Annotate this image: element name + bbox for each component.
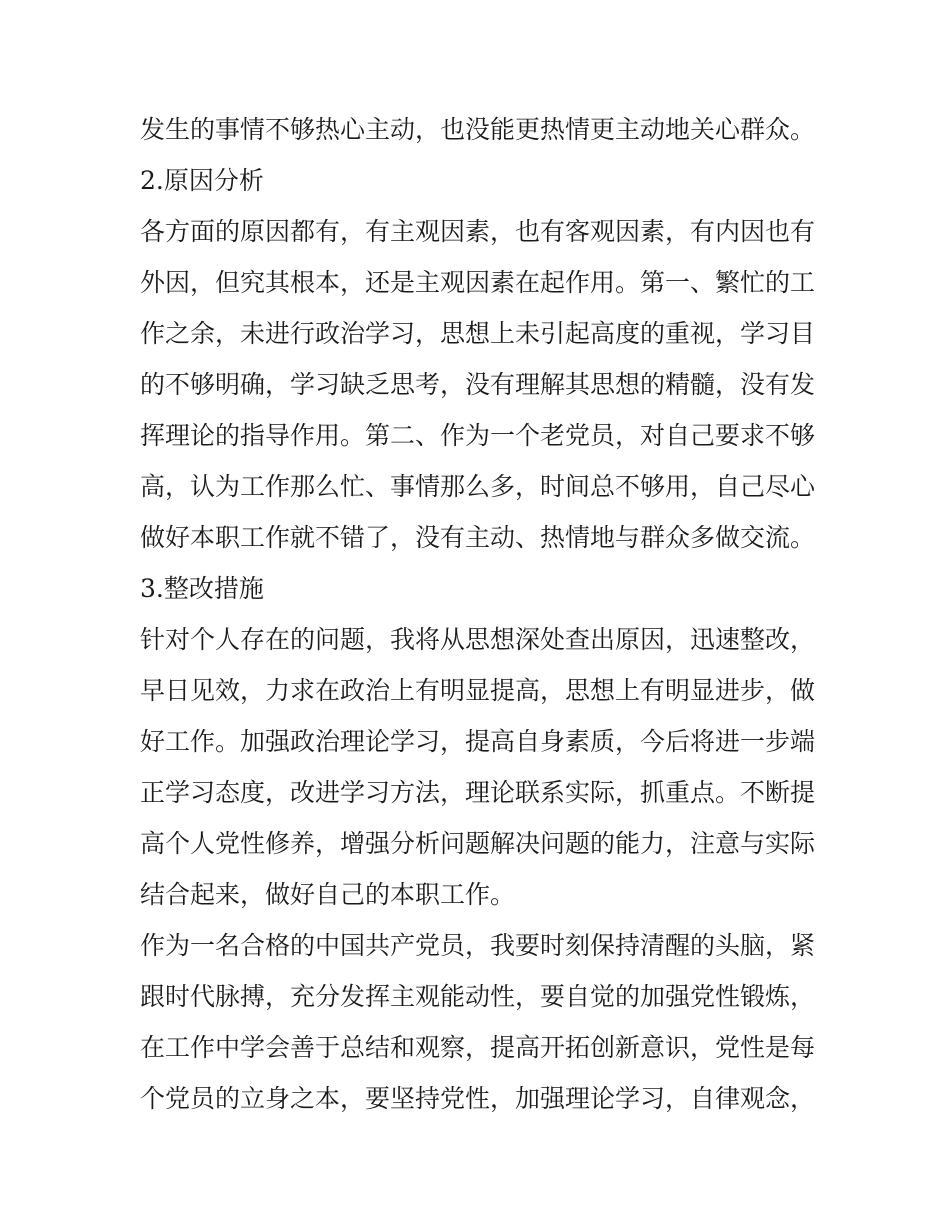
text-line: 高，认为工作那么忙、事情那么多，时间总不够用，自己尽心 (140, 472, 816, 501)
text-line: 正学习态度，改进学习方法，理论联系实际，抓重点。不断提 (140, 778, 816, 807)
section-heading-cause-analysis: 2.原因分析 (140, 166, 264, 195)
text-line: 作为一名合格的中国共产党员，我要时刻保持清醒的头脑，紧 (140, 931, 816, 960)
section-heading-rectification-measures: 3.整改措施 (140, 574, 264, 603)
text-line: 挥理论的指导作用。第二、作为一个老党员，对自己要求不够 (140, 421, 816, 450)
text-line: 结合起来，做好自己的本职工作。 (140, 880, 516, 909)
text-line: 做好本职工作就不错了，没有主动、热情地与群众多做交流。 (140, 523, 816, 552)
text-line: 外因，但究其根本，还是主观因素在起作用。第一、繁忙的工 (140, 268, 816, 297)
text-line: 个党员的立身之本，要坚持党性，加强理论学习，自律观念， (140, 1084, 816, 1113)
text-line: 针对个人存在的问题，我将从思想深处查出原因，迅速整改， (140, 625, 816, 654)
text-line: 发生的事情不够热心主动，也没能更热情更主动地关心群众。 (140, 115, 816, 144)
text-line: 早日见效，力求在政治上有明显提高，思想上有明显进步，做 (140, 676, 816, 705)
text-line: 在工作中学会善于总结和观察，提高开拓创新意识，党性是每 (140, 1033, 816, 1062)
text-line: 作之余，未进行政治学习，思想上未引起高度的重视，学习目 (140, 319, 816, 348)
text-line: 各方面的原因都有，有主观因素，也有客观因素，有内因也有 (140, 217, 816, 246)
text-line: 高个人党性修养，增强分析问题解决问题的能力，注意与实际 (140, 829, 816, 858)
text-line: 的不够明确，学习缺乏思考，没有理解其思想的精髓，没有发 (140, 370, 816, 399)
text-line: 跟时代脉搏，充分发挥主观能动性，要自觉的加强党性锻炼， (140, 982, 816, 1011)
document-body (140, 104, 820, 1124)
text-line: 好工作。加强政治理论学习，提高自身素质，今后将进一步端 (140, 727, 816, 756)
